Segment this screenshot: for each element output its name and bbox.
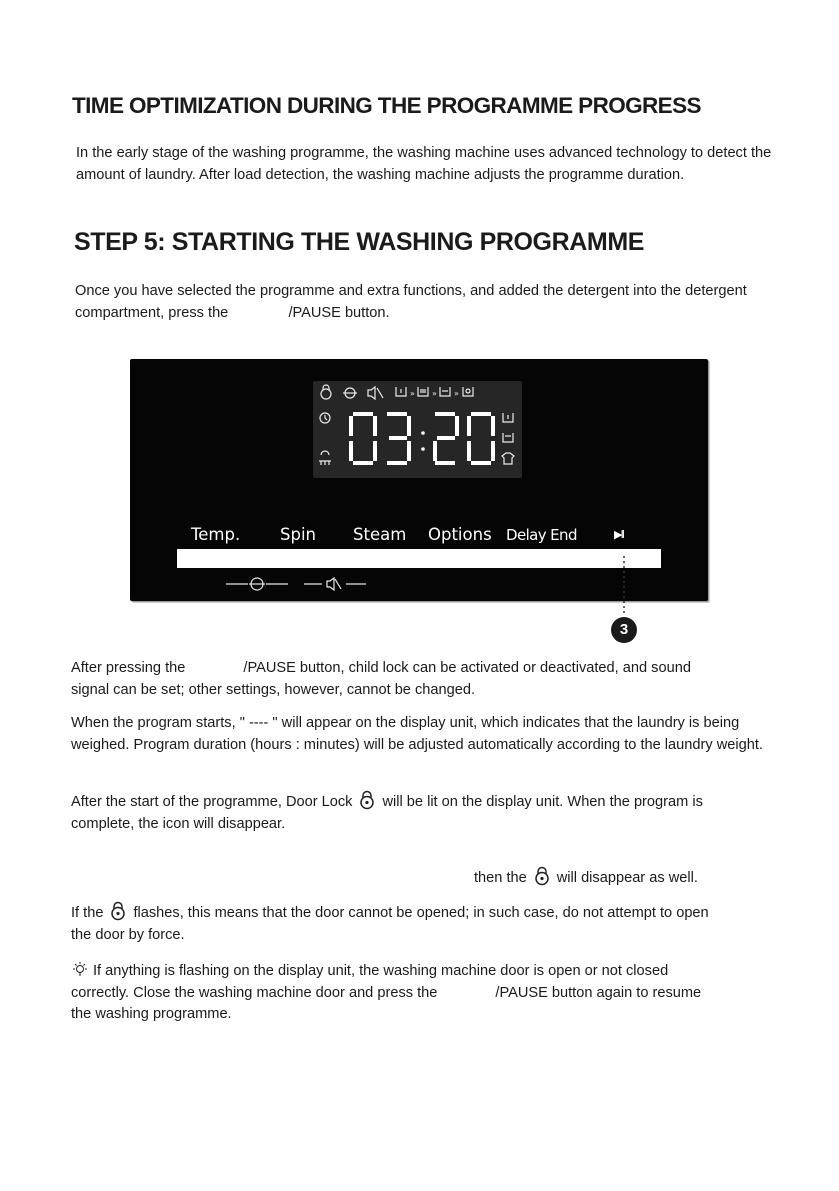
mute-icon — [368, 387, 383, 399]
paragraph-text: After pressing the — [71, 660, 186, 676]
door-lock-icon — [321, 385, 331, 399]
paragraph-start-instruction — [75, 281, 765, 324]
paragraph-text: complete, the icon will disappear. — [71, 815, 286, 832]
paragraph-text: the washing programme. — [71, 1006, 232, 1022]
svg-text:»: » — [410, 389, 415, 398]
shirt-icon — [502, 453, 514, 464]
paragraph-weighing: When the program starts, " ---- " will appear on the display unit, which indicates that the laundry is being weighed. Program duration (hours : minutes) will be adjusted automatically according to the laundry weight. — [71, 715, 763, 753]
display-unit — [313, 381, 522, 478]
paragraph-text: flashes, this means that the door cannot be opened; in such case, do not attempt to open — [133, 905, 709, 921]
door-lock-icon — [357, 790, 377, 810]
paragraph-text: then the — [474, 870, 527, 886]
paragraph-door-lock — [71, 790, 781, 835]
paragraph-lock-disappear — [474, 866, 774, 890]
section-heading-time-optimization: TIME OPTIMIZATION DURING THE PROGRAMME PROGRESS — [72, 93, 701, 118]
delay-end-button[interactable]: Delay End — [506, 526, 577, 544]
steam-icon — [319, 451, 331, 465]
lightbulb-tip-icon — [71, 961, 89, 977]
rinse-icon — [503, 433, 513, 442]
paragraph-text: will disappear as well. — [556, 870, 698, 886]
callout-badge: 3 — [611, 617, 637, 643]
paragraph-text: After the start of the programme, Door Lock — [71, 794, 353, 810]
paragraph-after-pause — [71, 658, 771, 701]
door-lock-icon — [108, 901, 128, 921]
paragraph-text: the door by force. — [71, 926, 185, 943]
paragraph-text: If the — [71, 905, 104, 921]
paragraph-text: /PAUSE button again to resume — [495, 984, 702, 1001]
paragraph-start-text: Once you have selected the programme and extra functions, and added the detergent into the detergent compartment, press the — [75, 283, 747, 321]
clock-icon — [320, 413, 330, 423]
section-heading-step5: STEP 5: STARTING THE WASHING PROGRAMME — [74, 228, 645, 256]
touch-strip — [177, 549, 661, 568]
callout-line — [620, 556, 628, 618]
combo-button-symbols — [224, 574, 374, 594]
steam-button[interactable]: Steam — [353, 525, 407, 544]
door-lock-icon — [532, 866, 552, 886]
child-lock-icon — [343, 388, 357, 398]
prewash-icon — [503, 413, 513, 422]
paragraph-start-text-end: /PAUSE button. — [288, 304, 390, 321]
paragraph-tip — [71, 961, 791, 1026]
display-icons — [313, 381, 522, 478]
paragraph-text: correctly. Close the washing machine door and press the — [71, 984, 438, 1001]
time-digits — [351, 414, 493, 463]
paragraph-text: will be lit on the display unit. When the program is — [382, 794, 703, 810]
wash-stage-icons — [396, 387, 473, 398]
options-button[interactable]: Options — [428, 525, 492, 544]
temp-button[interactable]: Temp. — [191, 525, 241, 544]
paragraph-load-detection: In the early stage of the washing programme, the washing machine uses advanced technology to detect the amount of laundry. After load detection, the washing machine adjusts the programme duration. — [76, 145, 772, 183]
mute-icon — [327, 578, 334, 590]
paragraph-text: /PAUSE button, child lock can be activated or deactivated, and sound — [243, 660, 691, 676]
spin-button[interactable]: Spin — [280, 525, 316, 544]
start-pause-button[interactable]: ▶II — [614, 528, 623, 541]
svg-text:»: » — [454, 389, 459, 398]
paragraph-lock-flashing — [71, 901, 791, 946]
paragraph-text: If anything is flashing on the display unit, the washing machine door is open or not closed — [93, 963, 669, 979]
svg-text:»: » — [432, 389, 437, 398]
paragraph-text: signal can be set; other settings, however, cannot be changed. — [71, 681, 476, 698]
